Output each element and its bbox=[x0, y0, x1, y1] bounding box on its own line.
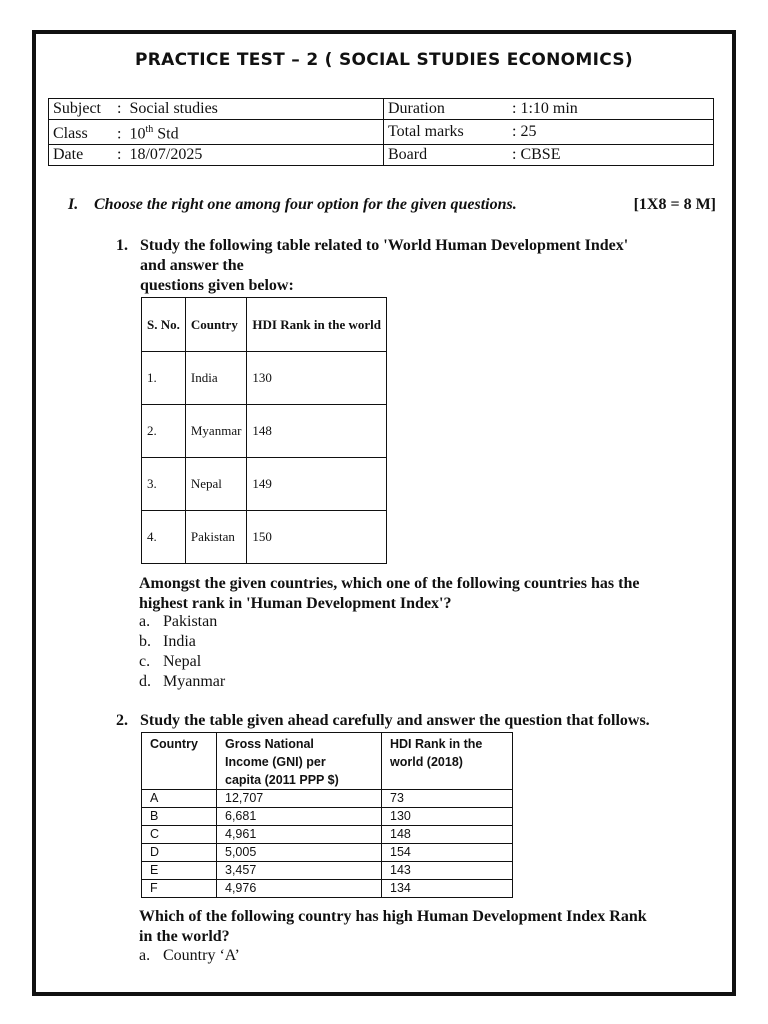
table-header: HDI Rank in the world bbox=[247, 298, 387, 352]
section-number: I. bbox=[68, 196, 79, 213]
table-cell: F bbox=[142, 880, 217, 898]
section-marks: [1X8 = 8 M] bbox=[633, 196, 716, 213]
question-1-prompt bbox=[139, 574, 719, 614]
table-header-row bbox=[142, 733, 513, 790]
table-cell: 3. bbox=[142, 458, 186, 511]
table-header bbox=[217, 733, 382, 790]
header-gni-line: capita (2011 PPP $) bbox=[225, 773, 339, 787]
class-value-suffix: Std bbox=[153, 125, 179, 143]
class-value-number: 10 bbox=[129, 125, 146, 143]
total-marks-value: : 25 bbox=[512, 123, 537, 141]
duration-cell bbox=[384, 99, 714, 120]
table-row bbox=[142, 405, 387, 458]
table-cell: D bbox=[142, 844, 217, 862]
info-row bbox=[49, 99, 714, 120]
hdi-rank-table bbox=[141, 297, 387, 564]
table-cell: 148 bbox=[247, 405, 387, 458]
page-title: PRACTICE TEST – 2 ( SOCIAL STUDIES ECONOMICS) bbox=[135, 50, 633, 70]
answer-option[interactable] bbox=[139, 612, 225, 632]
question-2-options bbox=[139, 946, 240, 966]
class-value-superscript: th bbox=[145, 124, 154, 135]
gni-hdi-table bbox=[141, 732, 513, 898]
question-prompt-line: in the world? bbox=[139, 928, 230, 945]
question-prompt-line: Amongst the given countries, which one of the following countries has the bbox=[139, 575, 640, 592]
board-label: Board bbox=[388, 146, 428, 164]
table-row bbox=[142, 880, 513, 898]
table-cell: 130 bbox=[247, 352, 387, 405]
table-cell: 4. bbox=[142, 511, 186, 564]
question-prompt-line: Which of the following country has high Human Development Index Rank bbox=[139, 908, 647, 925]
section-instruction: Choose the right one among four option for the given questions. bbox=[94, 196, 517, 213]
answer-option[interactable] bbox=[139, 652, 225, 672]
subject-cell bbox=[49, 99, 384, 120]
table-cell: 2. bbox=[142, 405, 186, 458]
class-colon: : bbox=[117, 125, 126, 143]
question-number: 1. bbox=[116, 237, 128, 254]
date-value: 18/07/2025 bbox=[129, 146, 203, 164]
subject-label: Subject bbox=[53, 100, 101, 117]
table-cell: 130 bbox=[382, 808, 513, 826]
board-value: : CBSE bbox=[512, 146, 561, 164]
duration-value: : 1:10 min bbox=[512, 100, 578, 117]
answer-option[interactable] bbox=[139, 672, 225, 692]
question-text-line: questions given below: bbox=[140, 277, 294, 294]
table-row bbox=[142, 511, 387, 564]
table-row bbox=[142, 808, 513, 826]
option-letter: b. bbox=[139, 633, 151, 650]
table-row bbox=[142, 844, 513, 862]
table-row bbox=[142, 862, 513, 880]
option-letter: d. bbox=[139, 673, 151, 690]
table-cell: 154 bbox=[382, 844, 513, 862]
table-header bbox=[382, 733, 513, 790]
header-hdi-line: HDI Rank in the bbox=[390, 737, 483, 751]
table-header: S. No. bbox=[142, 298, 186, 352]
answer-option[interactable] bbox=[139, 632, 225, 652]
table-cell: 134 bbox=[382, 880, 513, 898]
board-cell bbox=[384, 145, 714, 166]
info-row bbox=[49, 145, 714, 166]
table-cell: 5,005 bbox=[217, 844, 382, 862]
table-header-row bbox=[142, 298, 387, 352]
table-cell: 12,707 bbox=[217, 790, 382, 808]
question-text-line: Study the table given ahead carefully and answer the question that follows. bbox=[140, 712, 650, 729]
table-cell: C bbox=[142, 826, 217, 844]
option-text: Country ‘A’ bbox=[163, 947, 240, 964]
table-row bbox=[142, 826, 513, 844]
table-cell: 4,976 bbox=[217, 880, 382, 898]
header-gni-line: Gross National bbox=[225, 737, 314, 751]
table-cell: India bbox=[185, 352, 247, 405]
table-cell: Nepal bbox=[185, 458, 247, 511]
table-cell: 1. bbox=[142, 352, 186, 405]
class-cell bbox=[49, 120, 384, 145]
info-table bbox=[48, 98, 714, 166]
date-colon: : bbox=[117, 146, 126, 164]
class-label: Class bbox=[53, 125, 88, 143]
question-number: 2. bbox=[116, 712, 128, 729]
question-2 bbox=[116, 711, 716, 731]
header-hdi-line: world (2018) bbox=[390, 755, 463, 769]
table-cell: 148 bbox=[382, 826, 513, 844]
question-1-options bbox=[139, 612, 225, 692]
option-letter: a. bbox=[139, 947, 151, 964]
table-cell: 73 bbox=[382, 790, 513, 808]
header-country: Country bbox=[150, 737, 198, 751]
option-letter: a. bbox=[139, 613, 151, 630]
total-marks-cell bbox=[384, 120, 714, 145]
question-text-line: and answer the bbox=[140, 257, 244, 274]
table-row bbox=[142, 790, 513, 808]
table-cell: 149 bbox=[247, 458, 387, 511]
table-cell: A bbox=[142, 790, 217, 808]
table-cell: 143 bbox=[382, 862, 513, 880]
table-cell: Myanmar bbox=[185, 405, 247, 458]
option-text: India bbox=[163, 633, 196, 650]
duration-label: Duration bbox=[388, 100, 445, 117]
option-text: Myanmar bbox=[163, 673, 226, 690]
table-cell: 4,961 bbox=[217, 826, 382, 844]
table-row bbox=[142, 352, 387, 405]
table-cell: 3,457 bbox=[217, 862, 382, 880]
table-cell: Pakistan bbox=[185, 511, 247, 564]
table-header: Country bbox=[185, 298, 247, 352]
question-text-line: Study the following table related to 'World Human Development Index' bbox=[140, 237, 629, 254]
option-text: Nepal bbox=[163, 653, 202, 670]
question-1 bbox=[116, 236, 716, 296]
question-prompt-line: highest rank in 'Human Development Index'? bbox=[139, 595, 452, 612]
date-label: Date bbox=[53, 146, 84, 164]
table-header bbox=[142, 733, 217, 790]
info-row bbox=[49, 120, 714, 145]
section-heading bbox=[68, 196, 716, 214]
answer-option[interactable] bbox=[139, 946, 240, 966]
option-letter: c. bbox=[139, 653, 151, 670]
header-gni-line: Income (GNI) per bbox=[225, 755, 326, 769]
table-cell: 150 bbox=[247, 511, 387, 564]
table-cell: B bbox=[142, 808, 217, 826]
table-cell: 6,681 bbox=[217, 808, 382, 826]
subject-colon: : bbox=[117, 100, 126, 117]
option-text: Pakistan bbox=[163, 613, 218, 630]
table-cell: E bbox=[142, 862, 217, 880]
table-row bbox=[142, 458, 387, 511]
date-cell bbox=[49, 145, 384, 166]
question-2-prompt bbox=[139, 907, 729, 947]
subject-value: Social studies bbox=[129, 100, 218, 117]
total-marks-label: Total marks bbox=[388, 123, 464, 141]
